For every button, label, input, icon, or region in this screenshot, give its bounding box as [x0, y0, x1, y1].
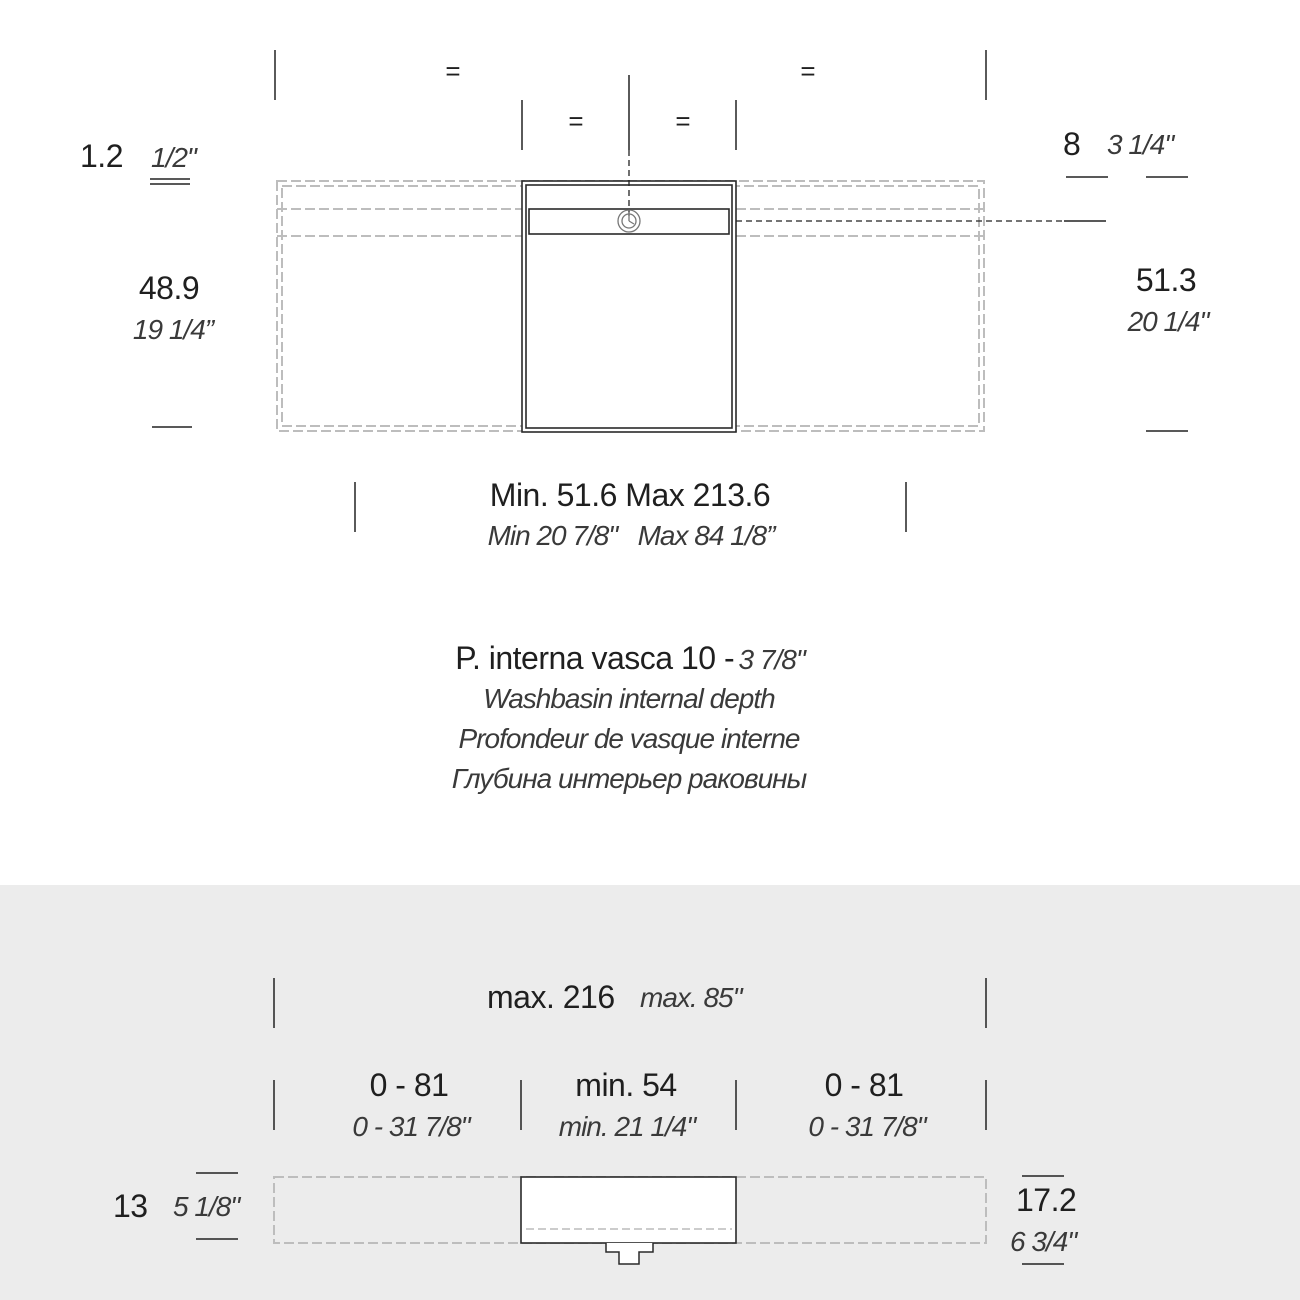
right-span-inch: 0 - 31 7/8" [808, 1111, 926, 1142]
equal-sign-basin-left: = [568, 106, 584, 136]
right-depth-cm: 51.3 [1135, 262, 1197, 298]
counter-thickness-inch: 1/2" [151, 142, 196, 173]
equal-sign-right: = [800, 56, 816, 86]
basin-depth-french: Profondeur de vasque interne [458, 723, 800, 754]
basin-depth-russian: Глубина интерьер раковины [451, 763, 807, 794]
counter-thickness-cm: 1.2 [80, 138, 123, 174]
left-height-cm: 13 [113, 1188, 148, 1224]
tap-offset-inch: 3 1/4" [1107, 129, 1174, 160]
tap-offset-cm: 8 [1063, 126, 1081, 162]
equal-sign-left: = [445, 56, 461, 86]
right-depth-inch: 20 1/4" [1127, 306, 1209, 337]
right-height-inch: 6 3/4" [1010, 1226, 1077, 1257]
basin-front-view [521, 1177, 736, 1243]
basin-depth-title-inch: 3 7/8" [738, 644, 805, 675]
width-range-inch: Min 20 7/8" Max 84 1/8” [487, 520, 775, 551]
left-height-inch: 5 1/8" [173, 1191, 240, 1222]
top-dimension-ticks [275, 50, 986, 150]
left-depth-inch: 19 1/4” [132, 314, 214, 345]
front-dimension-ticks [274, 978, 986, 1130]
drain-outlet [606, 1243, 653, 1264]
right-height-cm: 17.2 [1016, 1182, 1077, 1218]
right-span-cm: 0 - 81 [824, 1067, 904, 1103]
basin-span-cm: min. 54 [575, 1067, 677, 1103]
equal-sign-basin-right: = [675, 106, 691, 136]
basin-depth-english: Washbasin internal depth [483, 683, 775, 714]
overall-width-inch: max. 85" [640, 982, 742, 1013]
basin-depth-title-cm: P. interna vasca 10 - [455, 640, 735, 676]
left-span-cm: 0 - 81 [369, 1067, 449, 1103]
overall-width-cm: max. 216 [487, 979, 615, 1015]
left-span-inch: 0 - 31 7/8" [352, 1111, 470, 1142]
basin-span-inch: min. 21 1/4" [558, 1111, 696, 1142]
left-depth-cm: 48.9 [138, 270, 200, 306]
basin-depth-title [455, 642, 805, 674]
width-range-cm: Min. 51.6 Max 213.6 [489, 477, 771, 513]
